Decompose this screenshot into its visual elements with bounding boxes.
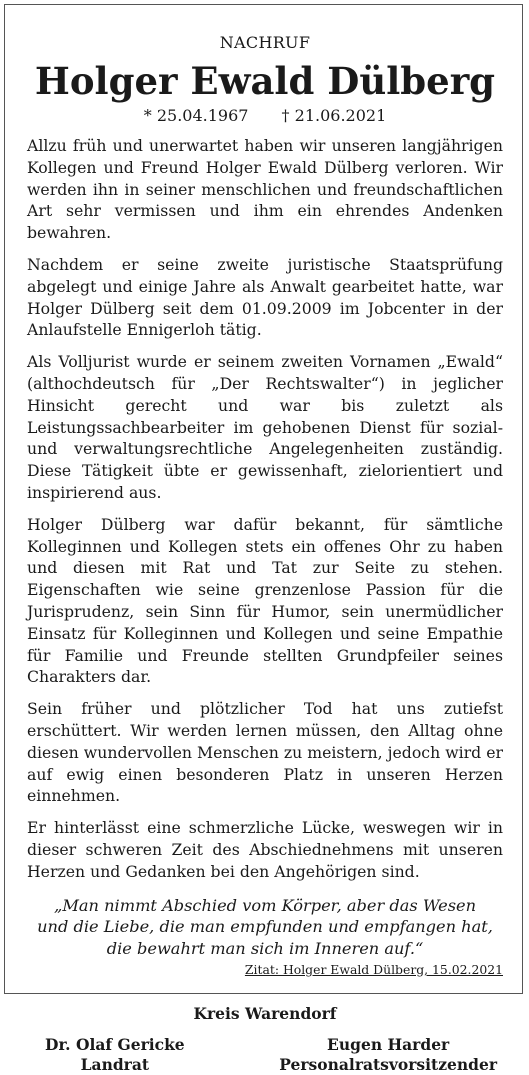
birth-date: * 25.04.1967	[143, 106, 249, 125]
paragraph: Er hinterlässt eine schmerzliche Lücke, weswegen wir in dieser schweren Zeit des Abschiednehmens mit unseren Herzen und Gedanken bei den Angehörigen sind.	[27, 818, 503, 881]
quote-line: „Man nimmt Abschied vom Körper, aber das Wesen	[53, 895, 477, 915]
obituary-content	[5, 5, 522, 1075]
paragraph: Allzu früh und unerwartet haben wir unseren langjährigen Kollegen und Freund Holger Ewald Dülberg verloren. Wir werden ihn in seiner menschlichen und freundschaftlichen Art sehr vermissen und ihm ein ehrendes Andenken bewahren.	[27, 136, 503, 243]
deceased-name: Holger Ewald Dülberg	[34, 59, 496, 103]
signer-title: Personalratsvorsitzender	[279, 1055, 497, 1074]
quote	[27, 895, 503, 960]
organization-name: Kreis Warendorf	[193, 1004, 337, 1023]
signer-right	[279, 1035, 497, 1075]
paragraph: Holger Dülberg war dafür bekannt, für sämtliche Kolleginnen und Kollegen stets ein offenes Ohr zu haben und diesen mit Rat und Tat zur Seite zu stehen. Eigenschaften wie seine grenzenlose Passion für die Jurisprudenz, sein Sinn für Humor, sein unermüdlicher Einsatz für Kolleginnen und Kollegen und seine Empathie für Familie und Freunde stellten Grundpfeiler seines Charakters dar.	[27, 514, 503, 687]
life-dates	[27, 105, 503, 127]
quote-line: und die Liebe, die man empfunden und empfangen hat,	[37, 917, 493, 936]
quote-line: die bewahrt man sich im Inneren auf.“	[106, 938, 424, 958]
paragraph: Sein früher und plötzlicher Tod hat uns zutiefst erschüttert. Wir werden lernen müssen, den Alltag ohne diesen wundervollen Menschen zu meistern, jedoch wird er auf ewig einen besonderen Platz in unseren Herzen einnehmen.	[27, 699, 503, 806]
signer-name: Dr. Olaf Gericke	[45, 1035, 185, 1054]
signer-name: Eugen Harder	[327, 1035, 450, 1054]
signer-title: Landrat	[80, 1055, 150, 1074]
obituary-label: NACHRUF	[219, 33, 311, 52]
death-date: † 21.06.2021	[281, 106, 387, 125]
signatories	[27, 1035, 503, 1075]
obituary-frame	[4, 4, 523, 1074]
signer-left	[45, 1035, 185, 1075]
paragraph: Als Volljurist wurde er seinem zweiten Vornamen „Ewald“ (althochdeutsch für „Der Rechtswalter“) in jeglicher Hinsicht gerecht und war bis zuletzt als Leistungssachbearbeiter im gehobenen Dienst für sozial- und verwaltungsrechtliche Angelegenheiten zuständig. Diese Tätigkeit übte er gewissenhaft, zielorientiert und inspirierend aus.	[27, 352, 503, 502]
paragraph: Nachdem er seine zweite juristische Staatsprüfung abgelegt und einige Jahre als Anwalt gearbeitet hatte, war Holger Dülberg seit dem 01.09.2009 im Jobcenter in der Anlaufstelle Ennigerloh tätig.	[27, 254, 503, 340]
obituary-text	[27, 135, 503, 883]
quote-citation: Zitat: Holger Ewald Dülberg, 15.02.2021	[244, 962, 503, 977]
